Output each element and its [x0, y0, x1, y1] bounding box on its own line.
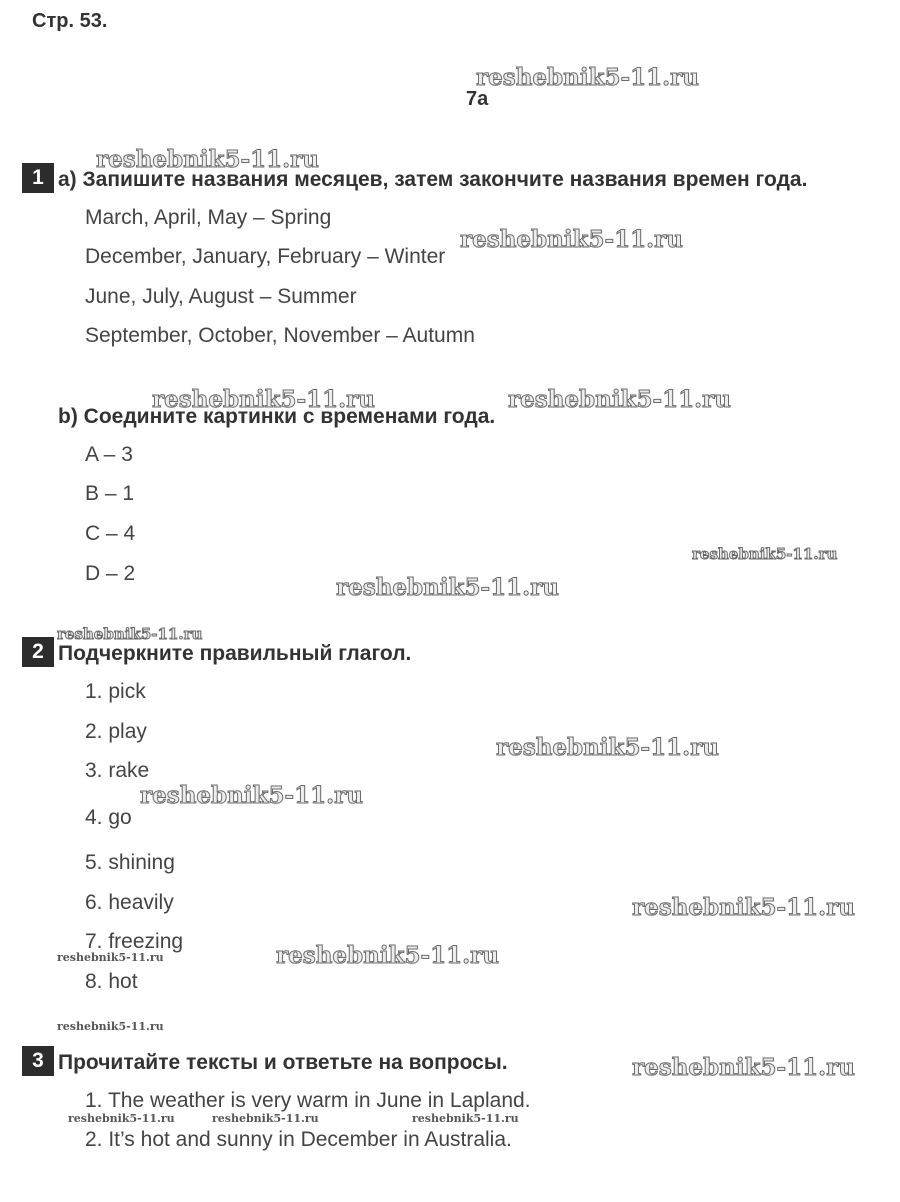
watermark: reshebnik5-11.ru [57, 1020, 164, 1033]
watermark: reshebnik5-11.ru [152, 386, 375, 413]
task-2-answer: 2. play [85, 720, 147, 743]
task-2-number: 2 [22, 637, 54, 667]
task-2-answer: 6. heavily [85, 891, 174, 914]
watermark: reshebnik5-11.ru [57, 625, 203, 643]
task-2-answer: 8. hot [85, 970, 138, 993]
task-1a-answer: March, April, May – Spring [85, 206, 332, 229]
watermark: reshebnik5-11.ru [692, 545, 838, 563]
watermark: reshebnik5-11.ru [57, 951, 164, 964]
task-1b-answer: D – 2 [85, 562, 136, 585]
task-1a-heading: a) Запишите названия месяцев, затем закончите названия времен года. [58, 168, 808, 191]
watermark: reshebnik5-11.ru [212, 1112, 319, 1125]
task-1a-answer: September, October, November – Autumn [85, 324, 475, 347]
watermark: reshebnik5-11.ru [632, 1054, 855, 1081]
task-1b-heading: b) Соедините картинки с временами года. [58, 405, 496, 428]
task-3-number: 3 [22, 1046, 54, 1076]
watermark: reshebnik5-11.ru [412, 1112, 519, 1125]
watermark: reshebnik5-11.ru [96, 146, 319, 173]
task-1b-answer: A – 3 [85, 443, 133, 466]
task-2-answer: 3. rake [85, 759, 150, 782]
task-1b-answer: C – 4 [85, 522, 136, 545]
task-1a-answer: June, July, August – Summer [85, 285, 357, 308]
task-2-heading: Подчеркните правильный глагол. [58, 642, 412, 665]
watermark: reshebnik5-11.ru [508, 386, 731, 413]
task-1b-answer: B – 1 [85, 482, 135, 505]
watermark: reshebnik5-11.ru [68, 1112, 175, 1125]
watermark: reshebnik5-11.ru [460, 226, 683, 253]
watermark: reshebnik5-11.ru [496, 734, 719, 761]
watermark: reshebnik5-11.ru [140, 782, 363, 809]
task-3-answer: 2. It’s hot and sunny in December in Australia. [85, 1128, 512, 1151]
task-2-answer: 1. pick [85, 680, 146, 703]
page-number: Стр. 53. [32, 10, 108, 32]
unit-label: 7a [466, 88, 489, 110]
watermark: reshebnik5-11.ru [476, 64, 699, 91]
task-2-answer: 4. go [85, 806, 132, 829]
task-1a-answer: December, January, February – Winter [85, 245, 446, 268]
task-2-answer: 5. shining [85, 851, 175, 874]
task-3-heading: Прочитайте тексты и ответьте на вопросы. [58, 1051, 508, 1074]
watermark: reshebnik5-11.ru [632, 894, 855, 921]
task-2-answer: 7. freezing [85, 930, 184, 953]
task-3-answer: 1. The weather is very warm in June in Lapland. [85, 1089, 531, 1112]
watermark: reshebnik5-11.ru [336, 574, 559, 601]
watermark: reshebnik5-11.ru [276, 942, 499, 969]
task-1-number: 1 [22, 163, 54, 193]
